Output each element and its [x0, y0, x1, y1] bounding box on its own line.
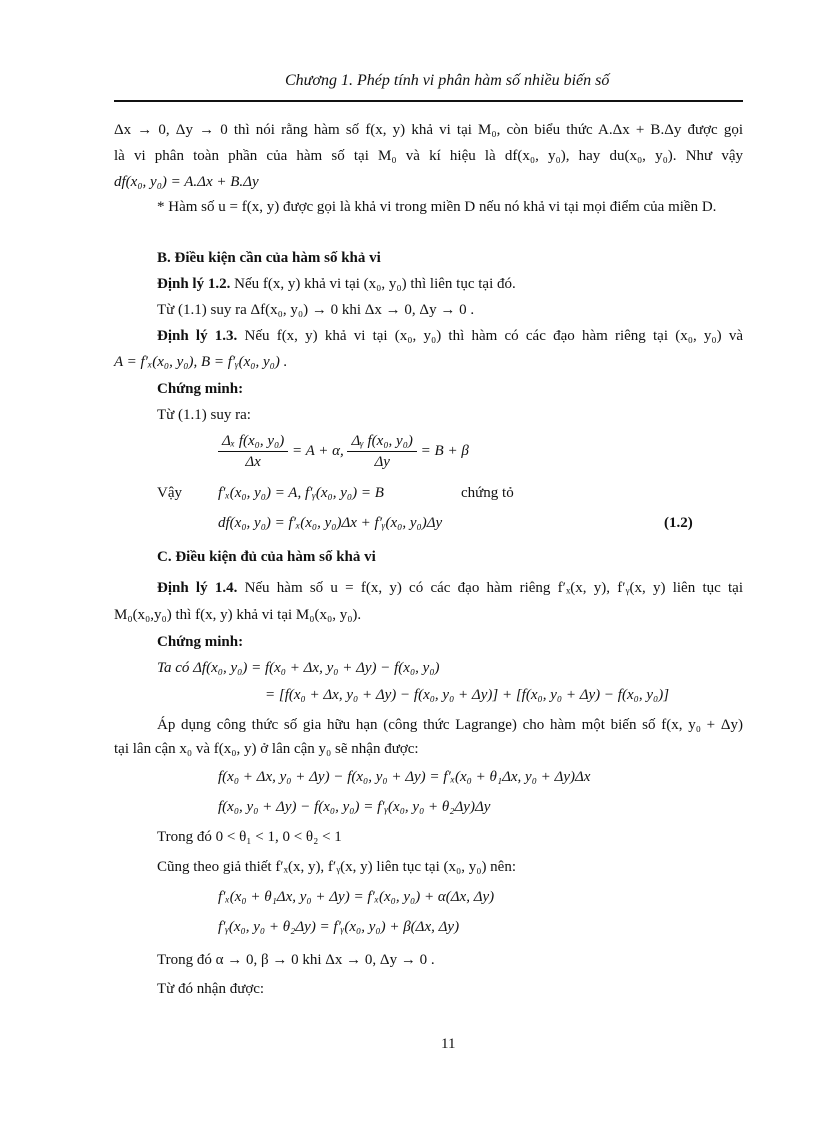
fraction-2-rhs: = B + β [420, 443, 469, 459]
section-b-heading: B. Điều kiện cần của hàm số khả vi [157, 250, 381, 266]
paragraph-lagrange-l1: Áp dụng công thức số gia hữu hạn (công thức Lagrange) cho hàm một biến số f(x, y₀ + Δy) [157, 717, 743, 733]
paragraph-theta-bounds: Trong đó 0 < θ₁ < 1, 0 < θ₂ < 1 [157, 829, 342, 845]
theorem-1-4-line2: M₀(x₀,y₀) thì f(x, y) khả vi tại M₀(x₀, y₀). [114, 607, 362, 623]
fraction-2-numerator: Δᵧ f(x₀, y₀) [347, 431, 416, 452]
equation-continuity-y: f′ᵧ(x₀, y₀ + θ₂Δy) = f′ᵧ(x₀, y₀) + β(Δx, Δy) [218, 919, 460, 935]
vay-equation: f′ₓ(x₀, y₀) = A, f′ᵧ(x₀, y₀) = B [218, 485, 384, 501]
equation-lagrange-y: f(x₀, y₀ + Δy) − f(x₀, y₀) = f′ᵧ(x₀, y₀ + θ₂Δy)Δy [218, 799, 491, 815]
vay-label: Vậy [157, 485, 182, 501]
fraction-2-denominator: Δy [374, 454, 390, 471]
theorem-1-4 [157, 577, 743, 599]
fraction-1-numerator: Δₓ f(x₀, y₀) [218, 431, 288, 452]
theorem-1-4-label: Định lý 1.4. [157, 580, 238, 596]
section-c-heading: C. Điều kiện đủ của hàm số khả vi [157, 549, 376, 565]
page-number: 11 [441, 1036, 456, 1052]
equation-continuity-x: f′ₓ(x₀ + θ₁Δx, y₀ + Δy) = f′ₓ(x₀, y₀) + α(Δx, Δy) [218, 889, 495, 905]
theorem-1-2-label: Định lý 1.2. [157, 276, 231, 292]
paragraph-limit: Từ (1.1) suy ra Δf(x₀, y₀) → 0 khi Δx → 0, Δy → 0 . [157, 302, 475, 318]
equation-delta-f: Ta có Δf(x₀, y₀) = f(x₀ + Δx, y₀ + Δy) − f(x₀, y₀) [157, 660, 440, 676]
paragraph-lagrange-l2: tại lân cận x₀ và f(x₀, y) ở lân cận y₀ sẽ nhận được: [114, 741, 419, 757]
p1-line3: df(x₀, y₀) = A.Δx + B.Δy [114, 174, 259, 190]
p1-line2: là vi phân toàn phần của hàm số tại M₀ và kí hiệu là df(x₀, y₀), hay du(x₀, y₀). Như vậy [114, 148, 743, 164]
theorem-1-3-text: Nếu f(x, y) khả vi tại (x₀, y₀) thì hàm có các đạo hàm riêng tại (x₀, y₀) và [237, 328, 743, 344]
fraction-1-denominator: Δx [245, 454, 261, 471]
theorem-1-2-text: Nếu f(x, y) khả vi tại (x₀, y₀) thì liên tục tại đó. [230, 276, 516, 292]
fraction-2 [347, 431, 416, 472]
theorem-1-3-formula: A = f′ₓ(x₀, y₀), B = f′ᵧ(x₀, y₀) . [114, 354, 288, 370]
chapter-header: Chương 1. Phép tính vi phân hàm số nhiều biến số [285, 72, 610, 89]
header-rule [114, 100, 743, 102]
paragraph-continuity: Cũng theo giả thiết f′ₓ(x, y), f′ᵧ(x, y) liên tục tại (x₀, y₀) nên: [157, 859, 517, 875]
theorem-1-4-text: Nếu hàm số u = f(x, y) có các đạo hàm riêng f′ₓ(x, y), f′ᵧ(x, y) liên tục tại [237, 580, 743, 596]
proof-heading-1: Chứng minh: [157, 381, 244, 397]
paragraph-differentiable-domain: * Hàm số u = f(x, y) được gọi là khả vi trong miền D nếu nó khả vi tại mọi điểm của miền D. [157, 199, 717, 215]
fraction-1 [218, 431, 288, 472]
equation-number-1-2: (1.2) [664, 515, 693, 531]
theorem-1-3-label: Định lý 1.3. [157, 328, 238, 344]
fraction-equation [218, 430, 469, 472]
paragraph-from-1-1: Từ (1.1) suy ra: [157, 407, 251, 423]
paragraph-conclusion: Từ đó nhận được: [157, 981, 265, 997]
theorem-1-2 [157, 273, 516, 295]
vay-tail: chứng tỏ [461, 485, 514, 501]
equation-lagrange-x: f(x₀ + Δx, y₀ + Δy) − f(x₀, y₀ + Δy) = f′ₓ(x₀ + θ₁Δx, y₀ + Δy)Δx [218, 769, 591, 785]
proof-heading-2: Chứng minh: [157, 634, 244, 650]
paragraph-alpha-beta: Trong đó α → 0, β → 0 khi Δx → 0, Δy → 0 . [157, 952, 435, 968]
fraction-1-rhs: = A + α, [291, 443, 344, 459]
theorem-1-3 [157, 325, 743, 347]
equation-delta-f-split: = [f(x₀ + Δx, y₀ + Δy) − f(x₀, y₀ + Δy)] + [f(x₀, y₀ + Δy) − f(x₀, y₀)] [265, 687, 670, 703]
p1-line1: Δx → 0, Δy → 0 thì nói rằng hàm số f(x, y) khả vi tại M₀, còn biểu thức A.Δx + B.Δy được gọi [114, 122, 743, 138]
equation-1-2: df(x₀, y₀) = f′ₓ(x₀, y₀)Δx + f′ᵧ(x₀, y₀)Δy [218, 515, 443, 531]
